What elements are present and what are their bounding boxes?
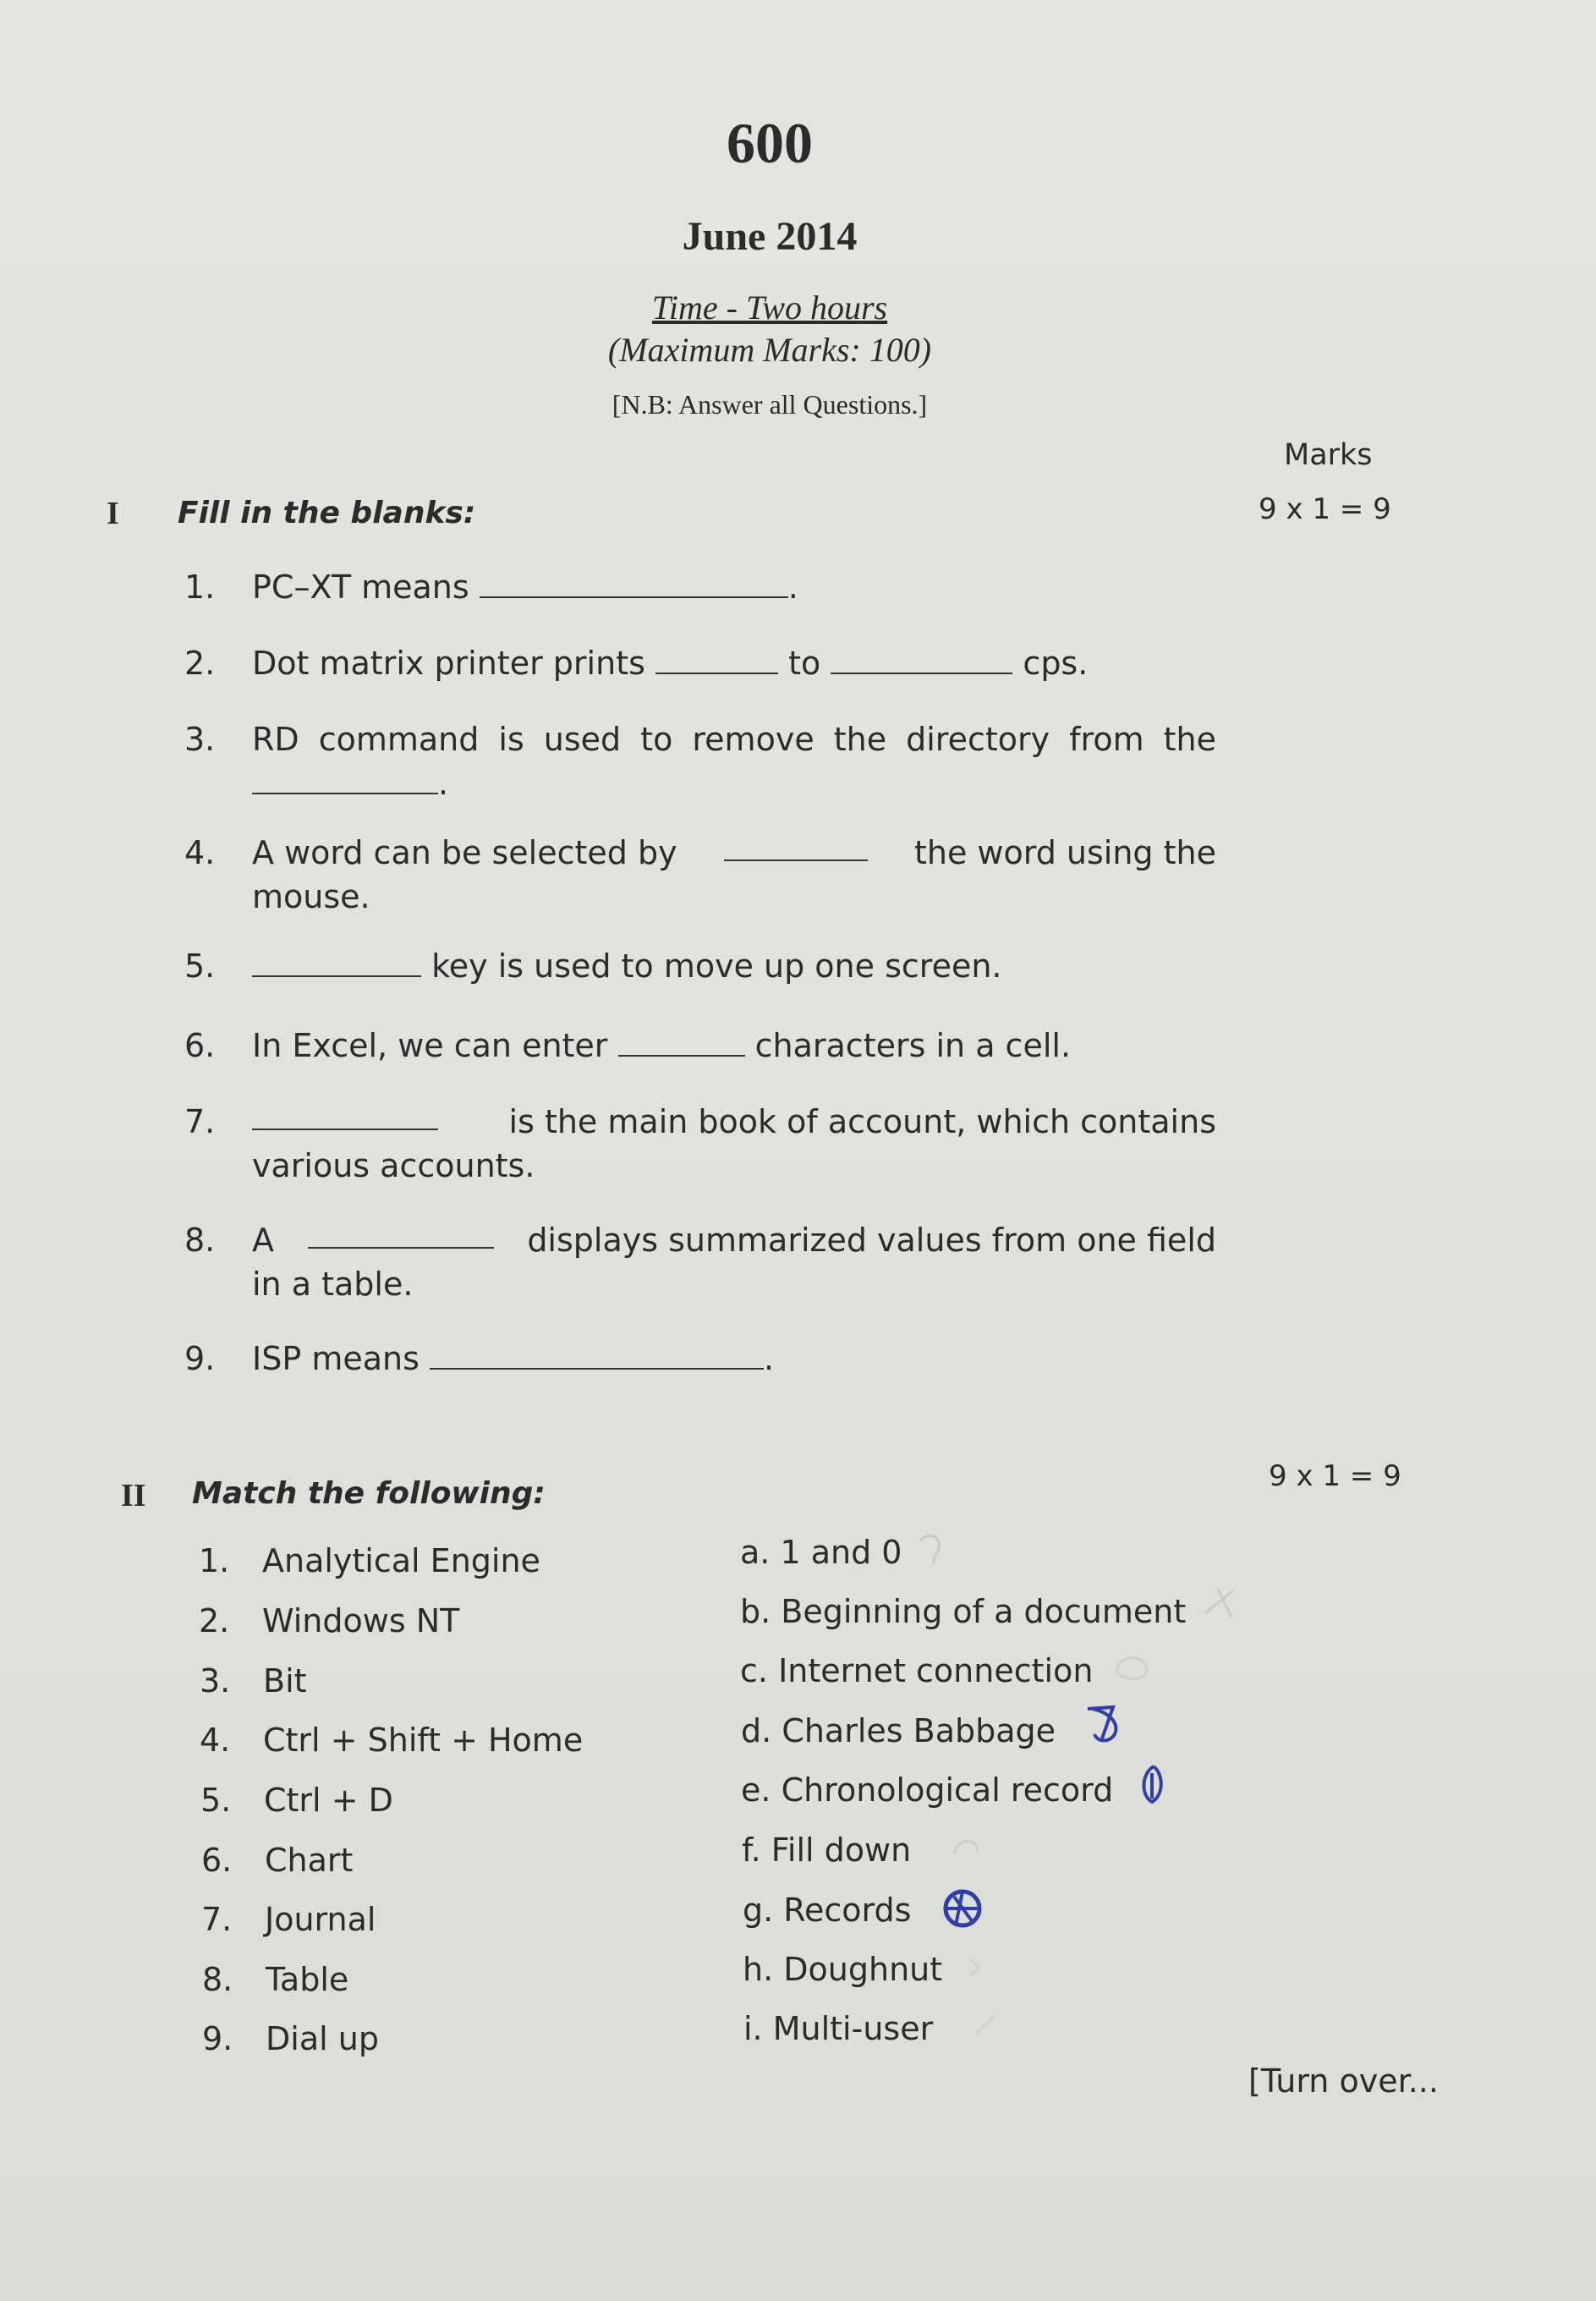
question-text-end: cps. <box>1023 645 1089 682</box>
paper-code: 600 <box>727 111 813 175</box>
question-text: A word can be selected by <box>252 834 677 871</box>
pen-mark-icon <box>939 1885 986 1932</box>
faint-pencil-mark-icon <box>1199 1584 1242 1626</box>
faint-pencil-mark-icon <box>913 1529 956 1572</box>
question-text-line2: various accounts. <box>252 1147 535 1184</box>
question-text-end: . <box>763 1340 775 1377</box>
answer-blank <box>480 571 788 598</box>
match-left-item: 7. Journal <box>201 1901 376 1938</box>
question-4 <box>184 831 1225 924</box>
question-text-end: . <box>787 568 798 606</box>
answer-blank <box>724 834 868 861</box>
faint-pencil-mark-icon <box>1110 1646 1160 1689</box>
match-right-item: a. 1 and 0 <box>740 1534 902 1571</box>
section-1-title: Fill in the blanks: <box>178 496 476 530</box>
section-2-number: II <box>121 1478 146 1513</box>
answer-blank <box>252 1103 438 1130</box>
answer-blank <box>618 1030 745 1057</box>
match-left-item: 3. Bit <box>200 1662 307 1700</box>
question-text-end: the word using the <box>913 834 1216 871</box>
match-right-item: b. Beginning of a document <box>740 1593 1187 1630</box>
answer-blank <box>308 1222 494 1249</box>
question-text: A <box>252 1222 274 1259</box>
answer-blank <box>831 647 1012 674</box>
question-text-end: characters in a cell. <box>754 1027 1072 1064</box>
exam-session: June 2014 <box>682 214 858 259</box>
question-number: 9. <box>184 1340 216 1377</box>
question-number: 7. <box>184 1103 216 1140</box>
match-right-item: f. Fill down <box>742 1831 912 1869</box>
question-text-middle: to <box>788 645 821 682</box>
pen-mark-icon <box>1083 1700 1125 1748</box>
section-1-number: I <box>107 496 119 531</box>
turn-over-note: [Turn over... <box>1248 2062 1439 2100</box>
question-text: is the main book of account, which contains <box>508 1103 1216 1140</box>
question-8 <box>184 1218 1225 1311</box>
match-left-item: 9. Dial up <box>202 2020 379 2057</box>
question-text-end: displays summarized values from one field <box>527 1222 1216 1259</box>
question-number: 3. <box>184 721 216 758</box>
answer-blank <box>252 767 438 794</box>
instruction-note: [N.B: Answer all Questions.] <box>612 389 928 420</box>
match-left-item: 1. Analytical Engine <box>199 1542 540 1579</box>
match-right-item: d. Charles Babbage <box>741 1712 1056 1749</box>
question-text: ISP means <box>252 1340 420 1377</box>
question-number: 6. <box>184 1027 216 1064</box>
question-number: 8. <box>184 1222 216 1259</box>
match-right-item: h. Doughnut <box>743 1951 943 1988</box>
match-right-item: i. Multi-user <box>743 2010 934 2047</box>
section-2-title: Match the following: <box>192 1476 546 1511</box>
match-right-item: c. Internet connection <box>740 1652 1094 1689</box>
question-number: 1. <box>184 568 216 606</box>
answer-blank <box>655 647 778 674</box>
match-left-item: 6. Chart <box>201 1842 354 1879</box>
question-text: PC–XT means <box>252 568 469 606</box>
pen-mark-icon <box>1133 1761 1171 1809</box>
exam-duration: Time - Two hours <box>651 288 888 327</box>
section-1-marks: 9 x 1 = 9 <box>1259 492 1391 526</box>
question-number: 2. <box>184 645 216 682</box>
match-left-item: 8. Table <box>202 1961 349 1998</box>
question-7 <box>184 1100 1225 1193</box>
question-text-line2: mouse. <box>252 878 370 915</box>
match-right-item: e. Chronological record <box>741 1771 1114 1809</box>
faint-pencil-mark-icon <box>963 1951 988 1985</box>
match-right-item: g. Records <box>743 1892 912 1929</box>
question-text-end: . <box>438 765 449 802</box>
answer-blank <box>430 1343 764 1370</box>
question-text: Dot matrix printer prints <box>252 645 645 682</box>
marks-header: Marks <box>1284 438 1373 472</box>
question-text: In Excel, we can enter <box>252 1027 608 1064</box>
section-2-marks: 9 x 1 = 9 <box>1269 1459 1401 1493</box>
question-number: 5. <box>184 947 216 985</box>
question-text: RD command is used to remove the directory from the <box>252 721 1216 758</box>
match-left-item: 5. Ctrl + D <box>200 1782 393 1819</box>
question-number: 4. <box>184 834 216 871</box>
question-3 <box>184 717 1225 810</box>
faint-pencil-mark-icon <box>949 1829 986 1866</box>
question-text-line2: in a table. <box>252 1266 414 1303</box>
faint-pencil-mark-icon <box>969 2008 1003 2042</box>
match-left-item: 2. Windows NT <box>199 1602 460 1639</box>
answer-blank <box>252 950 421 977</box>
maximum-marks: (Maximum Marks: 100) <box>607 331 932 369</box>
question-text: key is used to move up one screen. <box>431 947 1002 985</box>
match-left-item: 4. Ctrl + Shift + Home <box>200 1722 584 1759</box>
